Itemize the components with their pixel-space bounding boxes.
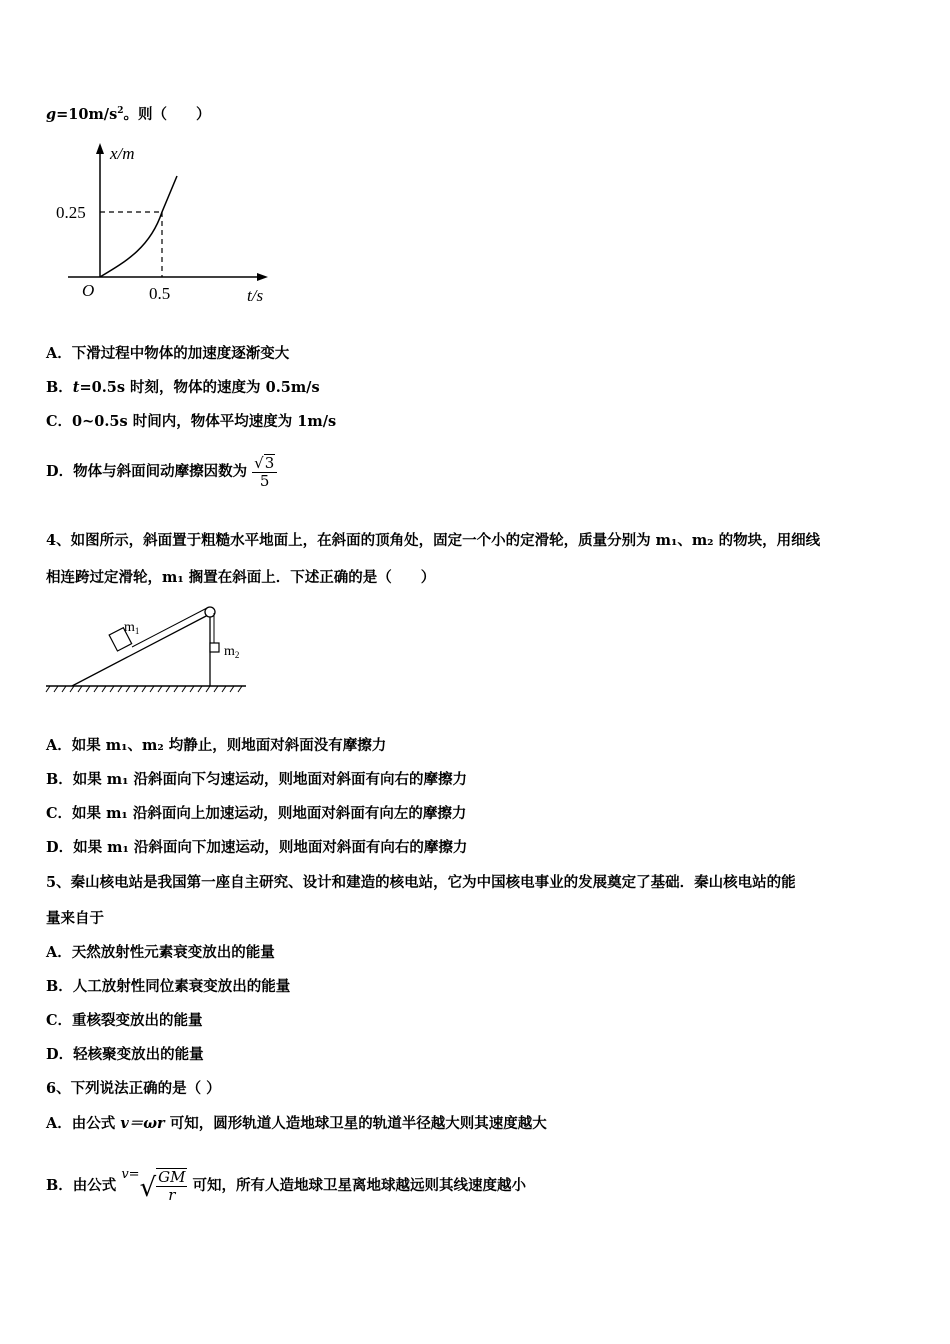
q5-option-b[interactable]: B．人工放射性同位素衰变放出的能量 xyxy=(46,978,291,995)
origin-label: O xyxy=(82,281,95,300)
q6-option-b-text: 可知，所有人造地球卫星离地球越远则其线速度越小 xyxy=(187,1177,527,1194)
q4-option-b[interactable]: B．如果 m₁ 沿斜面向下匀速运动，则地面对斜面有向右的摩擦力 xyxy=(46,771,468,788)
q5-option-c[interactable]: C．重核裂变放出的能量 xyxy=(46,1012,203,1029)
label-m2: $m_2$ xyxy=(224,644,240,660)
q6-option-a-text: 可知，圆形轨道人造地球卫星的轨道半径越大则其速度越大 xyxy=(164,1115,547,1132)
q6-stem: 6、下列说法正确的是（ ） xyxy=(46,1080,221,1097)
q6-option-a-prefix: A．由公式 xyxy=(46,1115,121,1132)
ground-hatching xyxy=(46,686,242,692)
q3-g-value: =10m/s xyxy=(56,105,118,123)
q4-option-d[interactable]: D．如果 m₁ 沿斜面向下加速运动，则地面对斜面有向右的摩擦力 xyxy=(46,839,468,856)
x-t-curve xyxy=(100,176,177,277)
q6-sqrt-gm-over-r: √ $\frac{GM}{r}$ xyxy=(139,1168,186,1204)
q6-fraction-numerator: GM xyxy=(158,1168,186,1186)
q5-stem-line1: 5、秦山核电站是我国第一座自主研究、设计和建造的核电站，它为中国核电事业的发展奠定了基础．秦山核电站的能 xyxy=(46,874,796,891)
q3-option-a[interactable]: A．下滑过程中物体的加速度逐渐变大 xyxy=(46,345,290,362)
q5-stem-line2: 量来自于 xyxy=(46,910,104,927)
q6-fraction-denominator: r xyxy=(168,1186,176,1204)
q3-tail-end: 。则（ ） xyxy=(123,105,211,123)
q4-option-c[interactable]: C．如果 m₁ 沿斜面向上加速运动，则地面对斜面有向左的摩擦力 xyxy=(46,805,467,822)
q3-g-exponent: 2 xyxy=(117,106,124,116)
fraction-denominator: 5 xyxy=(259,472,270,490)
q4-incline-pulley-figure xyxy=(44,600,254,695)
q6-option-b-prefix: B．由公式 xyxy=(46,1177,122,1194)
rope-incline xyxy=(132,608,207,647)
q6-option-a-formula: v＝ωr xyxy=(120,1115,165,1132)
q3-tail-line xyxy=(46,101,211,125)
incline-surface xyxy=(72,614,210,686)
y-tick-label: 0.25 xyxy=(56,203,86,222)
y-axis-arrow xyxy=(96,143,104,154)
q6-option-b[interactable] xyxy=(46,1150,526,1211)
y-axis-label: x/m xyxy=(110,144,135,163)
q4-stem-line2: 相连跨过定滑轮，m₁ 搁置在斜面上．下述正确的是（ ） xyxy=(46,569,436,586)
q3-option-d-text: D．物体与斜面间动摩擦因数为 xyxy=(46,463,248,480)
x-axis-arrow xyxy=(257,273,268,281)
q4-stem-line1: 4、如图所示，斜面置于粗糙水平地面上，在斜面的顶角处，固定一个小的定滑轮，质量分别为 m₁、m₂ 的物块，用细线 xyxy=(46,532,821,549)
q6-option-a[interactable] xyxy=(46,1114,547,1134)
block-m2 xyxy=(210,643,219,652)
sqrt3-over-5-fraction: $\frac{√3}{5}$ xyxy=(252,454,277,490)
q3-option-d[interactable] xyxy=(46,450,277,494)
q6-formula-v: v= xyxy=(121,1167,140,1182)
q3-option-b-text: =0.5s 时刻，物体的速度为 0.5m/s xyxy=(79,379,320,396)
x-tick-label: 0.5 xyxy=(149,284,171,303)
q3-option-c[interactable]: C．0~0.5s 时间内，物体平均速度为 1m/s xyxy=(46,413,337,430)
q3-option-b-prefix: B． xyxy=(46,379,73,396)
x-axis-label: t/s xyxy=(247,286,264,305)
q3-option-b-var: t xyxy=(72,379,80,396)
label-m1: $m_1$ xyxy=(124,620,140,636)
q4-option-a[interactable]: A．如果 m₁、m₂ 均静止，则地面对斜面没有摩擦力 xyxy=(46,737,387,754)
q3-option-b[interactable] xyxy=(46,378,320,398)
q3-xt-graph xyxy=(50,140,290,310)
q5-option-a[interactable]: A．天然放射性元素衰变放出的能量 xyxy=(46,944,275,961)
q5-option-d[interactable]: D．轻核聚变放出的能量 xyxy=(46,1046,204,1063)
q3-g-symbol: g xyxy=(46,105,57,123)
fraction-numerator: 3 xyxy=(264,454,275,472)
